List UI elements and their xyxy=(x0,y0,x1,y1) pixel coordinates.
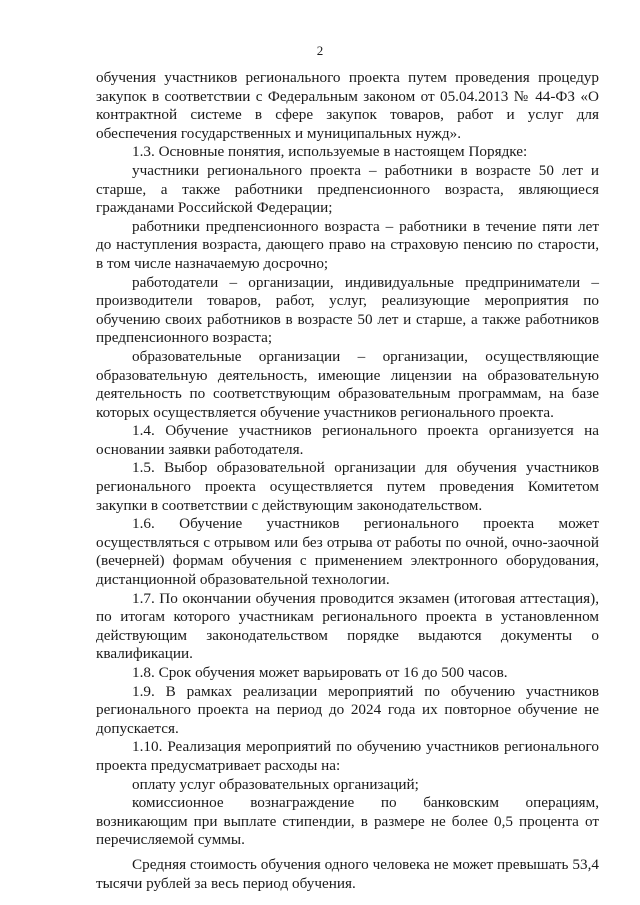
paragraph-1-9: 1.9. В рамках реализации мероприятий по обучению участников регионального проекта на период до 2024 года их повторное обучение не допускается. xyxy=(96,682,599,737)
paragraph-1-5: 1.5. Выбор образовательной организации для обучения участников регионального проекта осуществляется путем проведения Комитетом закупки в соответствии с действующим законодательством. xyxy=(96,459,599,514)
document-body xyxy=(96,69,599,893)
page-number: 2 xyxy=(316,43,324,58)
definition-educational-orgs: образовательные организации – организации, осуществляющие образовательную деятельность, имеющие лицензии на образовательную деятельность по соответствующим образовательным программам, на базе которых осуществляется обучение участников регионального проекта. xyxy=(96,347,599,421)
definition-participants: участники регионального проекта – работники в возрасте 50 лет и старше, а также работники предпенсионного возраста, являющиеся гражданами Российской Федерации; xyxy=(96,161,599,217)
paragraph-1-4: 1.4. Обучение участников регионального проекта организуется на основании заявки работодателя. xyxy=(96,422,599,458)
paragraph-1-7: 1.7. По окончании обучения проводится экзамен (итоговая аттестация), по итогам которого участникам регионального проекта в установленном действующим законодательством порядке выдаются документы о квалификации. xyxy=(96,589,599,663)
expense-item-commission: комиссионное вознаграждение по банковским операциям, возникающим при выплате стипендии, в размере не более 0,5 процента от перечисляемой суммы. xyxy=(96,794,599,849)
paragraph-1-8: 1.8. Срок обучения может варьировать от 16 до 500 часов. xyxy=(132,664,508,681)
paragraph-continuation: обучения участников регионального проекта путем проведения процедур закупок в соответствии с Федеральным законом от 05.04.2013 № 44-ФЗ «О контрактной системе в сфере закупок товаров, работ и услуг для обеспечения государственных и муниципальных нужд». xyxy=(96,69,599,142)
definition-pre-retirement: работники предпенсионного возраста – работники в течение пяти лет до наступления возраста, дающего право на страховую пенсию по старости, в том числе назначаемую досрочно; xyxy=(96,217,599,272)
paragraph-1-3: 1.3. Основные понятия, используемые в настоящем Порядке: xyxy=(132,143,528,161)
paragraph-1-10: 1.10. Реализация мероприятий по обучению участников регионального проекта предусматривает расходы на: xyxy=(96,738,599,774)
expense-item-education: оплату услуг образовательных организаций; xyxy=(132,775,419,793)
definition-employers: работодатели – организации, индивидуальные предприниматели – производители товаров, работ, услуг, реализующие мероприятия по обучению своих работников в возрасте 50 лет и старше, а также работников предпенсионного возраста; xyxy=(96,273,599,347)
average-cost-paragraph: Средняя стоимость обучения одного человека не может превышать 53,4 тысячи рублей за весь период обучения. xyxy=(96,855,599,892)
paragraph-1-6: 1.6. Обучение участников регионального проекта может осуществляться с отрывом или без отрыва от работы по очной, очно-заочной (вечерней) формам обучения с применением электронного оборудования, дистанционной образовательной технологии. xyxy=(96,515,599,589)
